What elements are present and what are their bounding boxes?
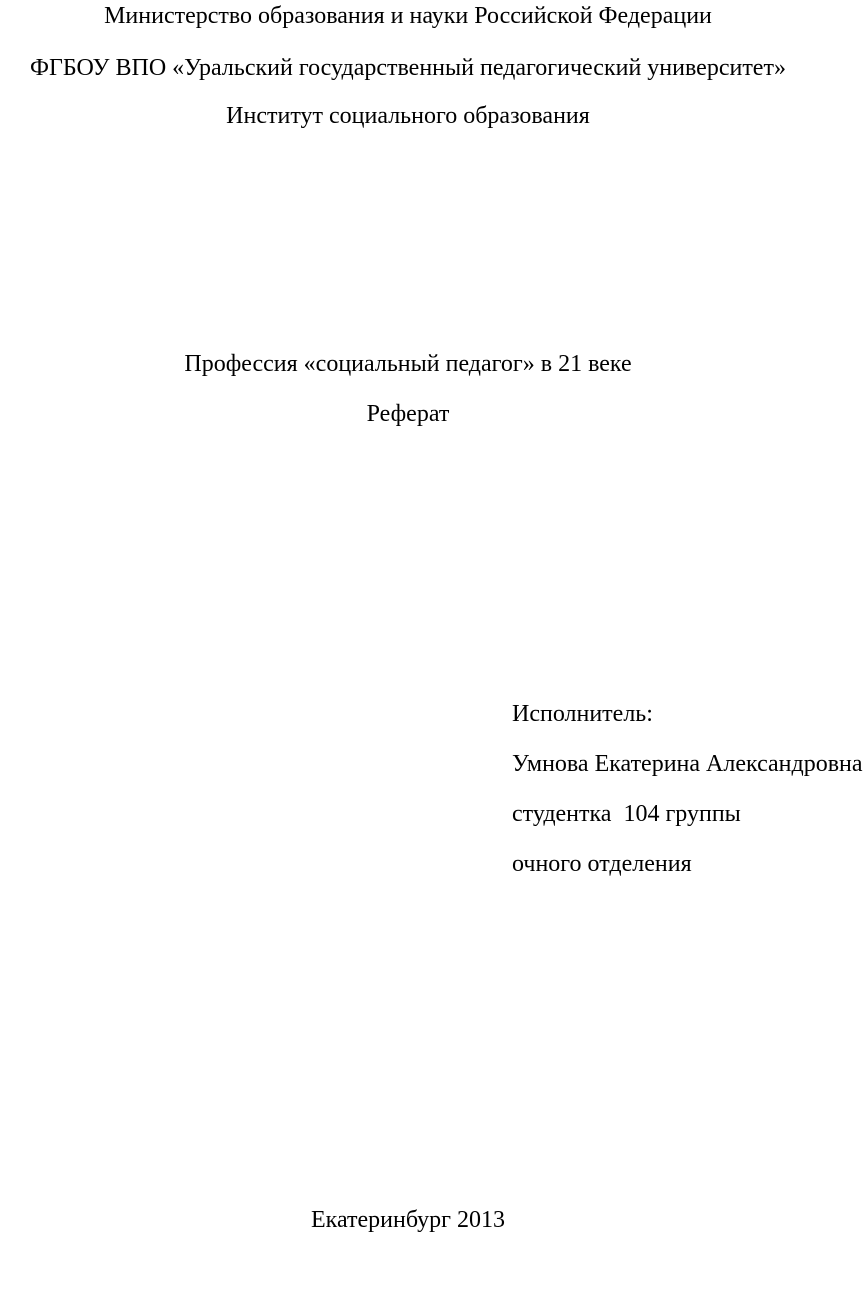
author-department: очного отделения xyxy=(512,851,692,877)
author-name: Умнова Екатерина Александровна xyxy=(512,751,863,777)
university-line: ФГБОУ ВПО «Уральский государственный педагогический университет» xyxy=(30,55,786,81)
author-label: Исполнитель: xyxy=(512,701,653,727)
document-type: Реферат xyxy=(366,401,450,427)
ministry-line: Министерство образования и науки Российской Федерации xyxy=(104,3,712,29)
author-group: студентка 104 группы xyxy=(512,801,741,827)
city-year: Екатеринбург 2013 xyxy=(311,1207,505,1233)
institute-line: Институт социального образования xyxy=(226,103,590,129)
topic-title: Профессия «социальный педагог» в 21 веке xyxy=(184,351,632,377)
